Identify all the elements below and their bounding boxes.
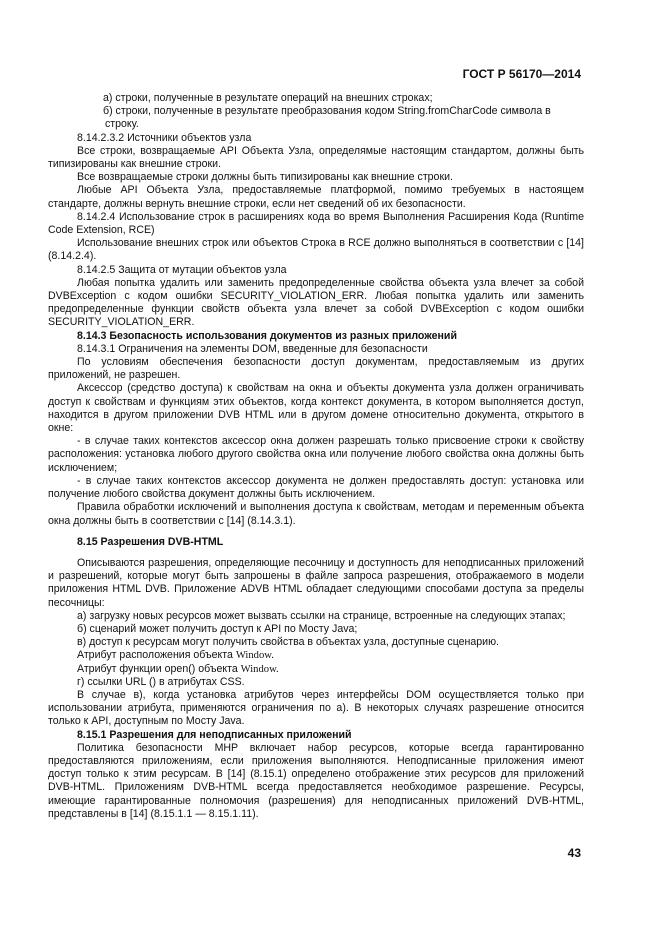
list-item: б) сценарий может получить доступ к API по Мосту Java;	[77, 622, 358, 635]
section-heading: 8.15 Разрешения DVB-HTML	[77, 535, 224, 548]
list-item-object: Window.	[240, 663, 279, 675]
page-number: 43	[567, 846, 581, 860]
paragraph: Все возвращаемые строки должны быть типизированы как внешние строки.	[77, 171, 453, 184]
list-item-object: Window.	[235, 650, 274, 662]
paragraph: По условиям обеспечения безопасности доступ документам, предоставляемым из других приложений, не разрешен.	[48, 356, 584, 382]
section-heading: 8.14.3 Безопасность использования документов из разных приложений	[77, 329, 457, 342]
paragraph: Любая попытка удалить или заменить предопределенные свойства объекта узла влечет за собой DVBException с кодом ошибки SECURITY_VIOLATION_ERR. Любая попытка удалить или заменить предопределенные функции свойств объекта узла влечет за собой DVBException с кодом ошибки SECURITY_VIOLATION_ERR.	[48, 276, 584, 329]
section-heading: 8.14.3.1 Ограничения на элементы DOM, введенные для безопасности	[77, 342, 428, 355]
list-item-text: Атрибут функции open() объекта	[77, 662, 241, 675]
section-heading: 8.14.2.4 Использование строк в расширениях кода во время Выполнения Расширения Кода (Runtime Code Extension, RCE)	[48, 210, 584, 237]
section-heading: 8.15.1 Разрешения для неподписанных приложений	[77, 728, 352, 741]
list-item: в) доступ к ресурсам могут получить свойства в объектах узла, доступные сценарию.	[77, 636, 499, 649]
paragraph: Любые API Объекта Узла, предоставляемые платформой, помимо требуемых в настоящем стандарте, должны вернуть внешние строки, если нет сведений об их безопасности.	[48, 184, 584, 210]
paragraph: Использование внешних строк или объектов Строка в RCE должно выполняться в соответствии с [14] (8.14.2.4).	[48, 237, 584, 263]
list-item: б) строки, полученные в результате преобразования кодом String.fromCharCode символа в строку.	[103, 105, 551, 131]
paragraph: Аксессор (средство доступа) к свойствам на окна и объекты документа узла должен ограничивать доступ к свойствам и функциям этих объектов, когда контекст документа, в котором выполняется доступ, находится в другом приложении DVB HTML или в другом домене относительно документа, открытого в окне:	[48, 382, 584, 435]
page-body	[48, 92, 584, 821]
list-item: а) строки, полученные в результате операций на внешних строках;	[103, 92, 433, 104]
list-item-text: Атрибут расположения объекта	[77, 649, 236, 662]
paragraph: В случае в), когда установка атрибутов через интерфейсы DOM осуществляется только при использовании атрибута, применяются ограничения по а). В некоторых случаях разрешение относится только к API, доступным по Мосту Java.	[48, 688, 584, 728]
list-item	[48, 663, 584, 676]
document-header: ГОСТ Р 56170—2014	[462, 67, 581, 81]
paragraph: Политика безопасности MHP включает набор ресурсов, которые всегда гарантированно предоставляются приложениям, если приложения выполняются. Неподписанные приложения имеют доступ только к этим ресурсам. В [14] (8.15.1) определено отображение этих ресурсов для приложений DVB-HTML. Приложениям DVB-HTML всегда предоставляется необходимое разрешение. Ресурсы, имеющие гарантированные полномочия (разрешения) для неподписанных приложений DVB-HTML, представлены в [14] (8.15.1.1 — 8.15.1.11).	[48, 741, 584, 820]
list-item	[48, 649, 584, 662]
paragraph: Все строки, возвращаемые API Объекта Узла, определямые настоящим стандартом, должны быть типизированы как внешние строки.	[48, 144, 584, 171]
list-item: г) ссылки URL () в атрибутах CSS.	[77, 675, 245, 688]
section-heading: 8.14.2.5 Защита от мутации объектов узла	[77, 263, 287, 276]
list-item: - в случае таких контекстов аксессор окна должен разрешать только присвоение строки к свойству расположения: установка любого другого свойства окна или получение любого свойства окна должны быть исключением;	[48, 435, 584, 474]
list-item: а) загрузку новых ресурсов может вызвать ссылки на странице, встроенные на следующих этапах;	[77, 609, 566, 622]
section-heading: 8.14.2.3.2 Источники объектов узла	[77, 131, 252, 144]
list-item: - в случае таких контекстов аксессор документа не должен предоставлять доступ: установка или получение любого свойства документ должны быть исключением.	[48, 474, 584, 501]
paragraph: Описываются разрешения, определяющие песочницу и доступность для неподписанных приложений и разрешений, которые могут быть запрошены в файле запроса разрешения, отображаемого в модели приложения HTML DVB. Приложение ADVB HTML обладает следующими способами доступа за пределы песочницы:	[48, 556, 584, 609]
paragraph: Правила обработки исключений и выполнения доступа к свойствам, методам и переменным объекта окна должны быть в соответствии с [14] (8.14.3.1).	[48, 501, 584, 527]
